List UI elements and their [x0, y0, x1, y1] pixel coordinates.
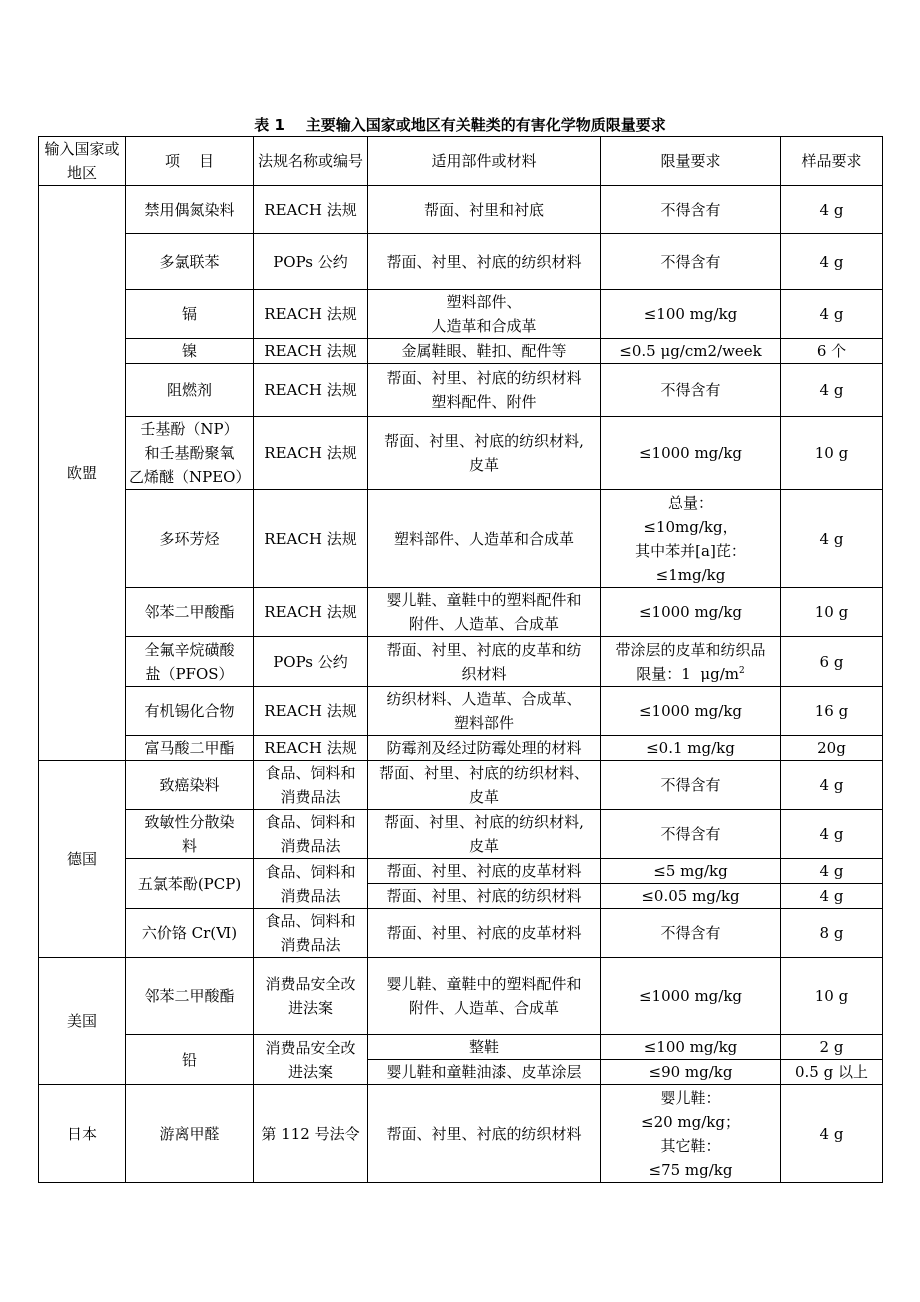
- material-cell: 帮面、衬里、衬底的纺织材料: [368, 1085, 601, 1183]
- material-cell: [368, 588, 601, 637]
- cell-line: 帮面、衬里、衬底的皮革和纺: [386, 640, 582, 659]
- cell-line: ≤75 mg/kg: [648, 1160, 733, 1179]
- cell-line: 皮革: [468, 837, 499, 855]
- material-cell: 整鞋: [368, 1035, 601, 1060]
- limit-cell: 不得含有: [601, 909, 781, 958]
- law-cell: 第 112 号法令: [254, 1085, 368, 1183]
- material-cell: [368, 290, 601, 339]
- sample-cell: 4 g: [781, 1085, 883, 1183]
- table-row: [39, 909, 883, 958]
- limit-cell: ≤1000 mg/kg: [601, 588, 781, 637]
- header-material: 适用部件或材料: [368, 137, 601, 186]
- sample-cell: 20g: [781, 736, 883, 761]
- sample-cell: 0.5 g 以上: [781, 1060, 883, 1085]
- cell-line: 消费品法: [280, 886, 341, 905]
- material-cell: 帮面、衬里、衬底的纺织材料: [368, 234, 601, 290]
- table-row: [39, 490, 883, 588]
- law-cell: REACH 法规: [254, 588, 368, 637]
- item-cell: 六价铬 Cr(Ⅵ): [126, 909, 254, 958]
- sample-cell: 4 g: [781, 290, 883, 339]
- limit-cell: 不得含有: [601, 234, 781, 290]
- table-row: [39, 234, 883, 290]
- law-cell: REACH 法规: [254, 490, 368, 588]
- material-cell: 帮面、衬里、衬底的皮革材料: [368, 859, 601, 884]
- sample-cell: 2 g: [781, 1035, 883, 1060]
- limit-cell: [601, 1085, 781, 1183]
- table-row: [39, 637, 883, 687]
- limit-cell: [601, 637, 781, 687]
- sample-cell: 4 g: [781, 490, 883, 588]
- region-us: 美国: [39, 958, 126, 1085]
- cell-line: 婴儿鞋：: [660, 1088, 721, 1107]
- cell-line: 婴儿鞋、童鞋中的塑料配件和: [386, 591, 582, 609]
- cell-line: 消费品安全改: [265, 975, 356, 993]
- item-cell: [126, 637, 254, 687]
- item-cell: 游离甲醛: [126, 1085, 254, 1183]
- cell-line: 塑料部件、: [446, 293, 522, 311]
- cell-line: 全氟辛烷磺酸: [144, 640, 235, 659]
- sample-cell: 4 g: [781, 186, 883, 234]
- header-limit: 限量要求: [601, 137, 781, 186]
- limit-cell: 不得含有: [601, 364, 781, 417]
- law-cell: REACH 法规: [254, 364, 368, 417]
- sample-cell: 10 g: [781, 958, 883, 1035]
- item-cell: 镉: [126, 290, 254, 339]
- item-cell: [126, 417, 254, 490]
- law-cell: REACH 法规: [254, 290, 368, 339]
- sample-cell: 4 g: [781, 884, 883, 909]
- table-caption: 表 1 主要输入国家或地区有关鞋类的有害化学物质限量要求: [254, 116, 666, 134]
- material-cell: [368, 364, 601, 417]
- item-cell: 阻燃剂: [126, 364, 254, 417]
- cell-line: 消费品法: [280, 837, 341, 855]
- limit-cell: ≤100 mg/kg: [601, 290, 781, 339]
- cell-line: 消费品法: [280, 788, 341, 806]
- item-cell: 有机锡化合物: [126, 687, 254, 736]
- cell-line: 食品、饲料和: [265, 862, 356, 881]
- item-cell: [126, 810, 254, 859]
- cell-line: 消费品法: [280, 936, 341, 954]
- limit-cell: 不得含有: [601, 186, 781, 234]
- material-cell: 塑料部件、人造革和合成革: [368, 490, 601, 588]
- law-cell: POPs 公约: [254, 637, 368, 687]
- cell-line: 料: [181, 837, 197, 855]
- header-law: 法规名称或编号: [254, 137, 368, 186]
- cell-line: 和壬基酚聚氧: [144, 444, 235, 462]
- material-cell: [368, 687, 601, 736]
- item-cell: 五氯苯酚(PCP): [126, 859, 254, 909]
- table-row: [39, 810, 883, 859]
- cell-line: [604, 662, 777, 686]
- law-cell: [254, 958, 368, 1035]
- law-cell: [254, 859, 368, 909]
- item-cell: 致癌染料: [126, 761, 254, 810]
- law-cell: [254, 761, 368, 810]
- material-cell: [368, 761, 601, 810]
- cell-line: 乙烯醚（NPEO）: [129, 468, 251, 486]
- cell-line: ≤10mg/kg，: [643, 517, 738, 536]
- table-row: [39, 859, 883, 884]
- limit-cell: 不得含有: [601, 761, 781, 810]
- header-region: 输入国家或地区: [39, 137, 126, 186]
- cell-line: 塑料配件、附件: [431, 393, 537, 411]
- cell-line: 盐（PFOS）: [145, 664, 234, 683]
- cell-line: 进法案: [287, 999, 333, 1017]
- sample-cell: 4 g: [781, 810, 883, 859]
- cell-line: ≤1mg/kg: [655, 565, 726, 584]
- header-row: [39, 137, 883, 186]
- material-cell: 帮面、衬里和衬底: [368, 186, 601, 234]
- limit-cell: ≤1000 mg/kg: [601, 687, 781, 736]
- material-cell: [368, 637, 601, 687]
- cell-line: 帮面、衬里、衬底的纺织材料,: [384, 813, 584, 831]
- sample-cell: 4 g: [781, 859, 883, 884]
- law-cell: [254, 810, 368, 859]
- item-cell: 镍: [126, 339, 254, 364]
- material-cell: 金属鞋眼、鞋扣、配件等: [368, 339, 601, 364]
- material-cell: [368, 417, 601, 490]
- cell-line: 人造革和合成革: [431, 317, 537, 335]
- cell-line: 婴儿鞋、童鞋中的塑料配件和: [386, 975, 582, 993]
- cell-line: 进法案: [287, 1062, 333, 1081]
- law-cell: POPs 公约: [254, 234, 368, 290]
- header-item: 项 目: [126, 137, 254, 186]
- sample-cell: 16 g: [781, 687, 883, 736]
- limit-cell: ≤1000 mg/kg: [601, 417, 781, 490]
- law-cell: [254, 1035, 368, 1085]
- cell-line: 其它鞋：: [660, 1136, 721, 1155]
- table-row: [39, 588, 883, 637]
- table-row: [39, 417, 883, 490]
- law-cell: REACH 法规: [254, 736, 368, 761]
- sample-cell: 6 g: [781, 637, 883, 687]
- item-cell: 禁用偶氮染料: [126, 186, 254, 234]
- region-eu: 欧盟: [39, 186, 126, 761]
- cell-line: 食品、饲料和: [265, 813, 356, 831]
- limit-cell: 不得含有: [601, 810, 781, 859]
- material-cell: 帮面、衬里、衬底的皮革材料: [368, 909, 601, 958]
- region-jp: 日本: [39, 1085, 126, 1183]
- table-row: [39, 186, 883, 234]
- material-cell: 帮面、衬里、衬底的纺织材料: [368, 884, 601, 909]
- cell-line: 纺织材料、人造革、合成革、: [386, 690, 582, 708]
- cell-line: 附件、人造革、合成革: [408, 999, 559, 1017]
- cell-line: 附件、人造革、合成革: [408, 615, 559, 633]
- cell-line: 塑料部件: [453, 714, 514, 732]
- table-row: [39, 761, 883, 810]
- limit-cell: ≤1000 mg/kg: [601, 958, 781, 1035]
- limit-cell: ≤0.1 mg/kg: [601, 736, 781, 761]
- table-row: [39, 364, 883, 417]
- cell-line: 帮面、衬里、衬底的纺织材料: [386, 369, 582, 387]
- cell-line: 食品、饲料和: [265, 912, 356, 930]
- limit-cell: ≤5 mg/kg: [601, 859, 781, 884]
- cell-line: 致敏性分散染: [144, 813, 235, 831]
- item-cell: 邻苯二甲酸酯: [126, 958, 254, 1035]
- table-row: [39, 1085, 883, 1183]
- limit-cell: ≤90 mg/kg: [601, 1060, 781, 1085]
- law-cell: REACH 法规: [254, 417, 368, 490]
- law-cell: [254, 909, 368, 958]
- table-row: [39, 290, 883, 339]
- cell-line: ≤20 mg/kg；: [641, 1112, 740, 1131]
- cell-line: 其中苯并[a]芘：: [635, 541, 746, 560]
- material-cell: 防霉剂及经过防霉处理的材料: [368, 736, 601, 761]
- table-row: [39, 687, 883, 736]
- cell-line: 皮革: [468, 788, 499, 806]
- table-row: [39, 736, 883, 761]
- table-row: [39, 958, 883, 1035]
- limits-table: [38, 136, 883, 1183]
- limit-cell: ≤100 mg/kg: [601, 1035, 781, 1060]
- item-cell: 邻苯二甲酸酯: [126, 588, 254, 637]
- material-cell: [368, 958, 601, 1035]
- sample-cell: 10 g: [781, 417, 883, 490]
- law-cell: REACH 法规: [254, 687, 368, 736]
- item-cell: 铅: [126, 1035, 254, 1085]
- limit-text: 限量：1 μg/m: [636, 664, 739, 683]
- cell-line: 织材料: [461, 664, 507, 683]
- sample-cell: 6 个: [781, 339, 883, 364]
- cell-line: 帮面、衬里、衬底的纺织材料、: [378, 764, 589, 782]
- law-cell: REACH 法规: [254, 339, 368, 364]
- law-cell: REACH 法规: [254, 186, 368, 234]
- item-cell: 富马酸二甲酯: [126, 736, 254, 761]
- table-row: [39, 339, 883, 364]
- limit-cell: ≤0.5 μg/cm2/week: [601, 339, 781, 364]
- item-cell: 多环芳烃: [126, 490, 254, 588]
- sample-cell: 4 g: [781, 234, 883, 290]
- cell-line: 总量：: [667, 493, 713, 512]
- cell-line: 皮革: [468, 456, 499, 474]
- item-cell: 多氯联苯: [126, 234, 254, 290]
- cell-line: 帮面、衬里、衬底的纺织材料,: [384, 432, 584, 450]
- material-cell: 婴儿鞋和童鞋油漆、皮革涂层: [368, 1060, 601, 1085]
- superscript: 2: [738, 665, 745, 676]
- cell-line: 壬基酚（NP）: [140, 420, 239, 438]
- cell-line: 消费品安全改: [265, 1038, 356, 1057]
- sample-cell: 10 g: [781, 588, 883, 637]
- limit-cell: ≤0.05 mg/kg: [601, 884, 781, 909]
- table-row: [39, 1035, 883, 1060]
- sample-cell: 4 g: [781, 761, 883, 810]
- material-cell: [368, 810, 601, 859]
- sample-cell: 4 g: [781, 364, 883, 417]
- limit-cell: [601, 490, 781, 588]
- region-de: 德国: [39, 761, 126, 958]
- cell-line: 食品、饲料和: [265, 764, 356, 782]
- cell-line: 带涂层的皮革和纺织品: [615, 640, 766, 659]
- header-sample: 样品要求: [781, 137, 883, 186]
- sample-cell: 8 g: [781, 909, 883, 958]
